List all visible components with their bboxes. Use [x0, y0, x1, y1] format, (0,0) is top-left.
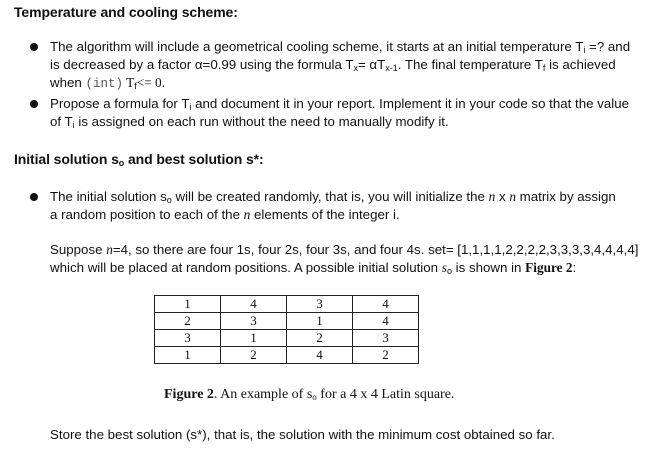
table-cell: 4 — [353, 313, 419, 330]
subscript: o — [118, 158, 125, 168]
table-cell: 1 — [287, 313, 353, 330]
table-cell: 1 — [221, 330, 287, 347]
text-run: Propose a formula for T — [50, 96, 190, 111]
table-row — [155, 313, 419, 330]
table-cell: 1 — [155, 296, 221, 313]
table-row — [155, 347, 419, 364]
table-cell: 4 — [221, 296, 287, 313]
text-run: . An example of s — [213, 387, 313, 402]
text-run: will be created randomly, that is, you will initialize the — [171, 189, 489, 204]
text-run: <= 0. — [136, 75, 166, 90]
math-var: n — [243, 207, 251, 222]
text-run: =4, so there are four 1s, four 2s, four 3s, and four 4s. set= [1,1,1,1,2,2,2,2,3,3,3,3,4,4,4,4] — [112, 242, 639, 257]
text-run: of T — [50, 114, 73, 129]
text-run: Initial solution s — [14, 151, 119, 167]
text-line — [50, 188, 650, 206]
text-run: is shown in — [451, 260, 526, 275]
caption-label: Figure 2 — [164, 387, 214, 402]
subscript: i — [189, 102, 192, 112]
text-line — [50, 95, 650, 113]
table-cell: 2 — [221, 347, 287, 364]
bullet-dot — [30, 193, 38, 201]
subscript: x — [353, 63, 358, 73]
paragraph-closing — [50, 426, 650, 444]
table-cell: 3 — [287, 296, 353, 313]
text-run: =? and — [585, 39, 631, 54]
subscript: i — [583, 45, 586, 55]
figure-caption — [164, 387, 454, 403]
text-run: matrix by assign — [515, 189, 616, 204]
text-line — [50, 206, 650, 224]
subscript: o — [312, 392, 317, 402]
text-run: and best solution s*: — [124, 151, 264, 167]
text-run: x — [495, 189, 510, 204]
table-row — [155, 296, 419, 313]
text-run: Suppose — [50, 242, 107, 257]
code-snippet: (int) — [85, 77, 123, 91]
bullet-dot — [30, 43, 38, 51]
text-run: a random position to each of the — [50, 207, 244, 222]
text-run: for a 4 x 4 Latin square. — [316, 387, 455, 402]
table-cell: 2 — [155, 313, 221, 330]
bullet-paragraph-initial-solution — [50, 188, 650, 224]
text-run: is decreased by a factor α=0.99 using the formula T — [50, 57, 354, 72]
subscript: x-1 — [385, 63, 398, 73]
table-cell: 3 — [353, 330, 419, 347]
text-line — [50, 56, 650, 74]
subscript: o — [166, 195, 172, 205]
math-var: n — [509, 189, 516, 204]
math-var: s — [441, 260, 447, 275]
text-line — [50, 241, 650, 259]
text-run: and document it in your report. Implement it in your code so that the value — [191, 96, 629, 111]
section-heading-initial-solution — [14, 151, 264, 167]
text-run: T — [123, 75, 135, 90]
text-run: is assigned on each run without the need to manually modify it. — [74, 114, 449, 129]
section-heading-temperature: Temperature and cooling scheme: — [14, 4, 238, 20]
table-cell: 1 — [155, 347, 221, 364]
table-cell: 2 — [287, 330, 353, 347]
subscript: i — [72, 120, 75, 130]
text-line — [50, 113, 650, 131]
table-cell: 4 — [287, 347, 353, 364]
text-run: when — [50, 75, 86, 90]
paragraph-suppose — [50, 241, 650, 277]
bullet-paragraph-formula — [50, 95, 650, 131]
math-var: n — [488, 189, 496, 204]
math-var: n — [106, 242, 113, 257]
table-row — [155, 330, 419, 347]
table-cell: 2 — [353, 347, 419, 364]
figure-reference: Figure 2 — [525, 260, 573, 275]
bullet-dot — [30, 100, 38, 108]
text-run: elements of the integer i. — [250, 207, 400, 222]
text-run: which will be placed at random positions. A possible initial solution — [50, 260, 442, 275]
bullet-paragraph-cooling — [50, 38, 650, 93]
latin-square-table — [154, 295, 419, 364]
subscript: o — [446, 266, 452, 276]
text-run: The initial solution s — [50, 189, 167, 204]
text-run: : — [572, 260, 577, 275]
text-run: = αT — [357, 57, 386, 72]
table-cell: 3 — [221, 313, 287, 330]
text-run: . The final temperature T — [397, 57, 543, 72]
table-cell: 3 — [155, 330, 221, 347]
subscript: f — [134, 81, 137, 91]
text-line — [50, 259, 650, 277]
text-run: The algorithm will include a geometrical cooling scheme, it starts at an initial temperature T — [50, 39, 584, 54]
text-line — [50, 74, 650, 93]
table-cell: 4 — [353, 296, 419, 313]
text-line — [50, 38, 650, 56]
text-line: Store the best solution (s*), that is, the solution with the minimum cost obtained so far. — [50, 427, 555, 442]
subscript: f — [542, 63, 546, 73]
text-run: is achieved — [545, 57, 616, 72]
